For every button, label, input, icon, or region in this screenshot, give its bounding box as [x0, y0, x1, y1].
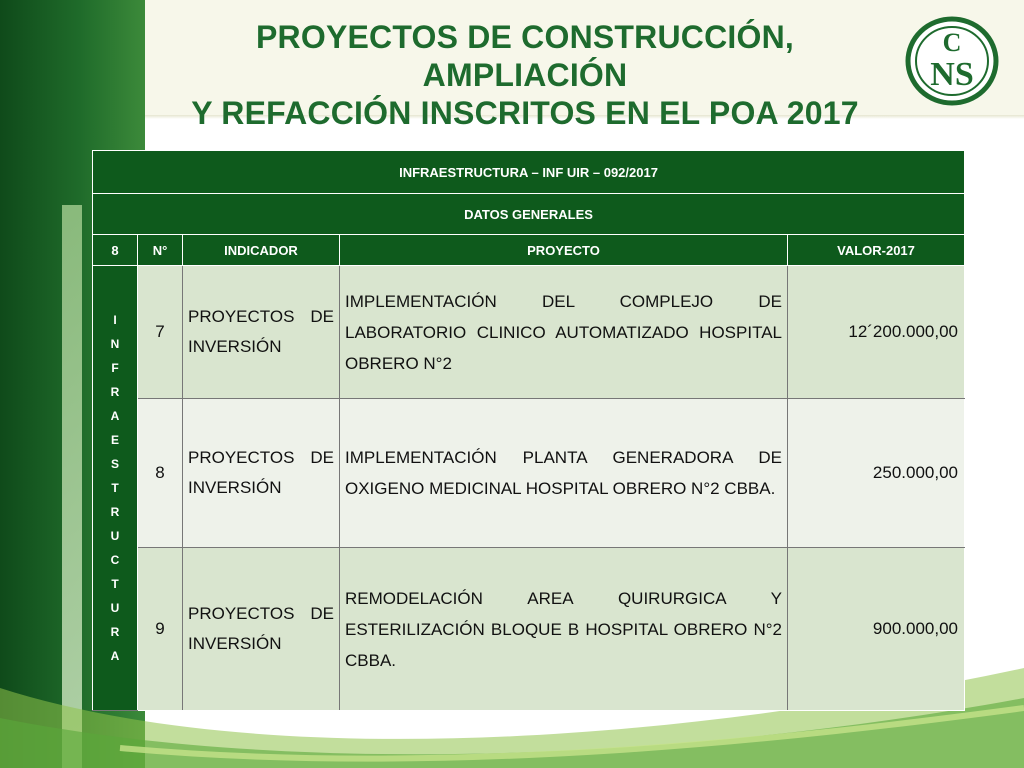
vertical-letter: N [110, 337, 120, 351]
row-valor: 250.000,00 [788, 399, 965, 548]
table-row [93, 266, 965, 399]
column-header-indicador: INDICADOR [183, 235, 340, 266]
row-proyecto: IMPLEMENTACIÓN DEL COMPLEJO DE LABORATORIO CLINICO AUTOMATIZADO HOSPITAL OBRERO N°2 [340, 266, 788, 399]
column-header-number: N° [138, 235, 183, 266]
table-header-sub: DATOS GENERALES [93, 194, 965, 235]
column-header-8: 8 [93, 235, 138, 266]
logo-text-top: C [942, 28, 962, 57]
vertical-letter: E [110, 433, 119, 447]
row-valor: 900.000,00 [788, 548, 965, 711]
column-header-valor: VALOR-2017 [788, 235, 965, 266]
vertical-letter: T [111, 577, 119, 591]
projects-table [92, 150, 965, 711]
vertical-letter: A [110, 649, 120, 663]
page-title-line1: PROYECTOS DE CONSTRUCCIÓN, AMPLIACIÓN [256, 19, 794, 93]
row-proyecto: REMODELACIÓN AREA QUIRURGICA Y ESTERILIZACIÓN BLOQUE B HOSPITAL OBRERO N°2 CBBA. [340, 548, 788, 711]
vertical-letter: R [110, 385, 120, 399]
vertical-letter: C [110, 553, 120, 567]
column-header-proyecto: PROYECTO [340, 235, 788, 266]
row-number: 7 [138, 266, 183, 399]
page-title [150, 18, 900, 132]
table-row [93, 399, 965, 548]
row-indicador: PROYECTOS DE INVERSIÓN [183, 548, 340, 711]
table-row [93, 548, 965, 711]
infraestructura-vertical-label [93, 266, 138, 711]
projects-table-container [92, 150, 964, 711]
vertical-letter: F [111, 361, 119, 375]
vertical-letter: R [110, 505, 120, 519]
vertical-letter: I [113, 313, 117, 327]
page-title-line2: Y REFACCIÓN INSCRITOS EN EL POA 2017 [191, 95, 859, 131]
logo-text-main: NS [930, 56, 974, 93]
vertical-letter: T [111, 481, 119, 495]
vertical-letter: R [110, 625, 120, 639]
vertical-letter: U [110, 529, 120, 543]
cns-logo [904, 15, 1000, 107]
vertical-letter: U [110, 601, 120, 615]
vertical-letter: A [110, 409, 120, 423]
row-number: 9 [138, 548, 183, 711]
row-indicador: PROYECTOS DE INVERSIÓN [183, 266, 340, 399]
vertical-letter: S [110, 457, 119, 471]
row-indicador: PROYECTOS DE INVERSIÓN [183, 399, 340, 548]
table-header-main: INFRAESTRUCTURA – INF UIR – 092/2017 [93, 151, 965, 194]
row-valor: 12´200.000,00 [788, 266, 965, 399]
row-proyecto: IMPLEMENTACIÓN PLANTA GENERADORA DE OXIGENO MEDICINAL HOSPITAL OBRERO N°2 CBBA. [340, 399, 788, 548]
row-number: 8 [138, 399, 183, 548]
